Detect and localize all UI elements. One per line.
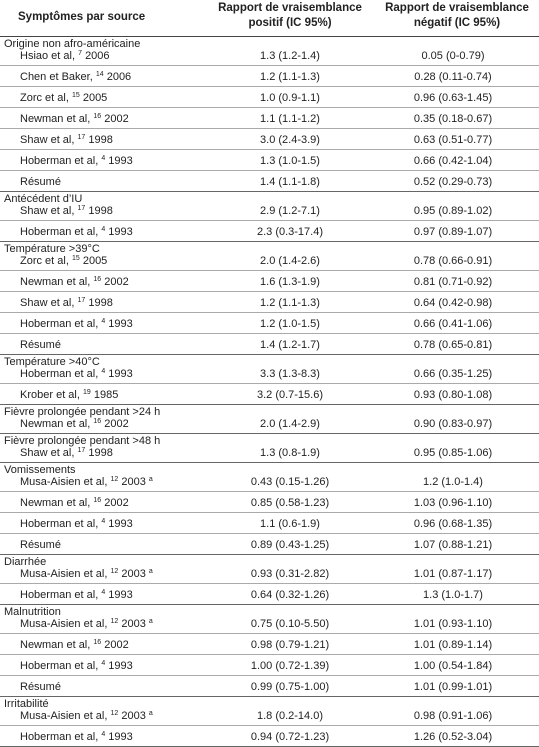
source-year: 2002 (104, 497, 129, 509)
source-year: 1998 (88, 134, 113, 146)
reference-number: 12 (110, 568, 119, 575)
source-cell (20, 476, 153, 488)
source-cell (20, 518, 133, 530)
section-title: Diarrhée (4, 556, 47, 568)
source-cell (20, 368, 133, 380)
source-year: 2006 (85, 50, 110, 62)
negative-lr-cell: 1.01 (0.87-1.17) (413, 568, 493, 580)
positive-lr-cell: 1.8 (0.2-14.0) (256, 710, 324, 722)
symptom-section (0, 355, 539, 405)
table-row (0, 447, 539, 462)
source-author: Musa-Aisien et al, (20, 568, 108, 580)
negative-lr-cell: 0.81 (0.71-0.92) (413, 276, 493, 288)
reference-number: 7 (78, 50, 82, 57)
source-author: Hoberman et al, (20, 368, 99, 380)
table-row (0, 108, 539, 129)
symptom-section (0, 242, 539, 355)
footnote-marker: a (148, 710, 153, 717)
negative-lr-cell: 1.3 (1.0-1.7) (423, 589, 483, 601)
positive-lr-cell: 1.3 (1.0-1.5) (260, 155, 320, 167)
source-cell (20, 155, 133, 167)
table-row (0, 368, 539, 384)
source-year: 1993 (108, 660, 133, 672)
symptom-section (0, 605, 539, 697)
table-row (0, 676, 539, 696)
negative-lr-cell: 0.90 (0.83-0.97) (413, 418, 493, 430)
positive-lr-cell: 0.75 (0.10-5.50) (250, 618, 330, 630)
negative-lr-cell: 1.2 (1.0-1.4) (423, 476, 483, 488)
negative-lr-cell: 0.64 (0.42-0.98) (413, 297, 493, 309)
negative-lr-cell: 0.95 (0.85-1.06) (413, 447, 493, 459)
reference-number: 19 (82, 389, 91, 396)
source-author: Hoberman et al, (20, 226, 99, 238)
reference-number: 12 (110, 710, 119, 717)
negative-lr-cell: 1.01 (0.89-1.14) (413, 639, 493, 651)
positive-lr-cell: 1.6 (1.3-1.9) (260, 276, 320, 288)
symptom-section (0, 434, 539, 463)
source-author: Shaw et al, (20, 205, 75, 217)
reference-number: 17 (77, 447, 86, 454)
negative-lr-cell: 1.07 (0.88-1.21) (413, 539, 493, 551)
reference-number: 4 (101, 318, 106, 325)
negative-lr-cell: 1.03 (0.96-1.10) (413, 497, 493, 509)
reference-number: 16 (93, 276, 102, 283)
positive-lr-cell: 1.0 (0.9-1.1) (260, 92, 320, 104)
negative-lr-cell: 1.01 (0.99-1.01) (413, 681, 493, 693)
positive-lr-cell: 0.43 (0.15-1.26) (250, 476, 330, 488)
source-cell (20, 297, 113, 309)
table-row (0, 50, 539, 66)
source-cell (20, 589, 133, 601)
reference-number: 16 (93, 113, 102, 120)
table-row (0, 534, 539, 554)
reference-number: 15 (71, 92, 80, 99)
source-author: Shaw et al, (20, 447, 75, 459)
source-author: Newman et al, (20, 113, 91, 125)
source-cell (20, 339, 61, 351)
column-header-negative-line1: Rapport de vraisemblance (385, 2, 529, 14)
source-year: 2003 (121, 618, 146, 630)
source-author: Résumé (20, 681, 61, 693)
positive-lr-cell: 0.85 (0.58-1.23) (250, 497, 330, 509)
source-year: 2003 (121, 568, 146, 580)
positive-lr-cell: 1.4 (1.1-1.8) (260, 176, 320, 188)
source-year: 2002 (104, 639, 129, 651)
source-cell (20, 71, 131, 83)
source-cell (20, 731, 133, 743)
source-year: 1993 (108, 731, 133, 743)
positive-lr-cell: 1.3 (0.8-1.9) (260, 447, 320, 459)
table-row (0, 271, 539, 292)
table-row (0, 129, 539, 150)
symptom-section (0, 37, 539, 192)
positive-lr-cell: 3.0 (2.4-3.9) (260, 134, 320, 146)
section-title: Fièvre prolongée pendant >48 h (4, 435, 161, 447)
negative-lr-cell: 0.63 (0.51-0.77) (413, 134, 493, 146)
table-row (0, 655, 539, 676)
source-author: Hoberman et al, (20, 660, 99, 672)
source-cell (20, 497, 129, 509)
table-row (0, 221, 539, 241)
table-row (0, 205, 539, 221)
reference-number: 4 (101, 660, 106, 667)
section-title: Température >39°C (4, 243, 100, 255)
source-year: 1998 (88, 205, 113, 217)
column-header-symptoms: Symptômes par source (18, 11, 146, 23)
table-row (0, 584, 539, 604)
positive-lr-cell: 0.94 (0.72-1.23) (250, 731, 330, 743)
column-header-negative-line2: négatif (IC 95%) (413, 17, 501, 29)
positive-lr-cell: 2.9 (1.2-7.1) (260, 205, 320, 217)
negative-lr-cell: 1.26 (0.52-3.04) (413, 731, 493, 743)
source-cell (20, 176, 61, 188)
column-header-positive-line1: Rapport de vraisemblance (218, 2, 362, 14)
source-author: Musa-Aisien et al, (20, 710, 108, 722)
source-cell (20, 276, 129, 288)
source-year: 2005 (82, 255, 108, 267)
source-author: Musa-Aisien et al, (20, 618, 108, 630)
table-header (0, 0, 539, 37)
source-year: 2002 (104, 276, 129, 288)
source-year: 2006 (106, 71, 132, 83)
source-author: Shaw et al, (20, 297, 75, 309)
negative-lr-cell: 0.98 (0.91-1.06) (413, 710, 493, 722)
table-row (0, 171, 539, 191)
negative-lr-cell: 0.05 (0-0.79) (421, 50, 485, 62)
negative-lr-cell: 0.28 (0.11-0.74) (414, 71, 492, 83)
table-row (0, 513, 539, 534)
positive-lr-cell: 1.00 (0.72-1.39) (250, 660, 330, 672)
symptom-section (0, 405, 539, 434)
reference-number: 14 (95, 71, 104, 78)
symptom-section (0, 697, 539, 747)
footnote-marker: a (148, 568, 153, 575)
source-author: Newman et al, (20, 276, 91, 288)
table-row (0, 476, 539, 492)
reference-number: 16 (93, 497, 102, 504)
reference-number: 17 (77, 205, 86, 212)
source-cell (20, 389, 118, 401)
source-author: Résumé (20, 176, 61, 188)
source-cell (20, 660, 133, 672)
positive-lr-cell: 0.99 (0.75-1.00) (250, 681, 330, 693)
source-author: Hoberman et al, (20, 155, 99, 167)
source-cell (20, 134, 113, 146)
positive-lr-cell: 2.0 (1.4-2.9) (260, 418, 320, 430)
source-author: Résumé (20, 539, 61, 551)
source-cell (20, 318, 133, 330)
reference-number: 17 (77, 134, 86, 141)
source-year: 1993 (108, 368, 133, 380)
negative-lr-cell: 0.96 (0.68-1.35) (413, 518, 493, 530)
reference-number: 4 (101, 518, 106, 525)
source-year: 1998 (88, 297, 113, 309)
source-year: 2003 (121, 710, 146, 722)
source-year: 1993 (108, 589, 133, 601)
positive-lr-cell: 2.3 (0.3-17.4) (256, 226, 324, 238)
reference-number: 4 (101, 589, 106, 596)
column-header-negative-lr (372, 1, 539, 31)
positive-lr-cell: 3.2 (0.7-15.6) (256, 389, 324, 401)
column-header-positive-line2: positif (IC 95%) (248, 17, 332, 29)
negative-lr-cell: 1.01 (0.93-1.10) (413, 618, 493, 630)
source-cell (20, 681, 61, 693)
table-row (0, 710, 539, 726)
source-author: Hsiao et al, (20, 50, 76, 62)
reference-number: 16 (93, 418, 102, 425)
table-row (0, 255, 539, 271)
table-row (0, 418, 539, 433)
reference-number: 4 (101, 368, 106, 375)
section-title: Fièvre prolongée pendant >24 h (4, 406, 161, 418)
reference-number: 17 (77, 297, 86, 304)
reference-number: 12 (110, 476, 119, 483)
table-row (0, 634, 539, 655)
source-year: 2005 (82, 92, 108, 104)
reference-number: 16 (93, 639, 102, 646)
positive-lr-cell: 1.2 (1.0-1.5) (260, 318, 320, 330)
source-author: Chen et Baker, (20, 71, 93, 83)
negative-lr-cell: 0.66 (0.42-1.04) (413, 155, 493, 167)
footnote-marker: a (148, 476, 153, 483)
source-author: Zorc et al, (20, 92, 69, 104)
source-author: Hoberman et al, (20, 518, 99, 530)
positive-lr-cell: 0.98 (0.79-1.21) (250, 639, 330, 651)
negative-lr-cell: 0.78 (0.66-0.91) (413, 255, 493, 267)
source-cell (20, 113, 129, 125)
source-year: 2003 (121, 476, 146, 488)
positive-lr-cell: 0.89 (0.43-1.25) (250, 539, 330, 551)
source-cell (20, 568, 153, 580)
negative-lr-cell: 1.00 (0.54-1.84) (413, 660, 493, 672)
source-author: Krober et al, (20, 389, 80, 401)
negative-lr-cell: 0.97 (0.89-1.07) (413, 226, 493, 238)
positive-lr-cell: 1.2 (1.1-1.3) (260, 71, 320, 83)
table-row (0, 87, 539, 108)
negative-lr-cell: 0.78 (0.65-0.81) (413, 339, 493, 351)
table-row (0, 568, 539, 584)
positive-lr-cell: 0.93 (0.31-2.82) (250, 568, 330, 580)
negative-lr-cell: 0.93 (0.80-1.08) (413, 389, 493, 401)
source-author: Hoberman et al, (20, 318, 99, 330)
section-title: Vomissements (4, 464, 76, 476)
table-body (0, 37, 539, 747)
table-row (0, 618, 539, 634)
symptom-section (0, 192, 539, 242)
negative-lr-cell: 0.35 (0.18-0.67) (413, 113, 493, 125)
table-row (0, 334, 539, 354)
positive-lr-cell: 1.2 (1.1-1.3) (260, 297, 320, 309)
positive-lr-cell: 2.0 (1.4-2.6) (260, 255, 320, 267)
positive-lr-cell: 1.1 (1.1-1.2) (260, 113, 320, 125)
table-row (0, 384, 539, 404)
source-year: 1993 (108, 518, 133, 530)
negative-lr-cell: 0.96 (0.63-1.45) (413, 92, 493, 104)
source-author: Newman et al, (20, 497, 91, 509)
source-cell (20, 618, 153, 630)
positive-lr-cell: 3.3 (1.3-8.3) (260, 368, 320, 380)
symptom-section (0, 555, 539, 605)
source-cell (20, 710, 153, 722)
source-year: 1998 (88, 447, 113, 459)
column-header-positive-lr (205, 1, 375, 31)
source-author: Shaw et al, (20, 134, 75, 146)
section-title: Malnutrition (4, 606, 61, 618)
positive-lr-cell: 0.64 (0.32-1.26) (250, 589, 330, 601)
source-cell (20, 226, 133, 238)
table-row (0, 313, 539, 334)
symptom-section (0, 463, 539, 555)
reference-number: 12 (110, 618, 119, 625)
source-year: 2002 (104, 418, 129, 430)
source-author: Résumé (20, 339, 61, 351)
table-row (0, 726, 539, 746)
source-cell (20, 447, 113, 459)
section-title: Irritabilité (4, 698, 49, 710)
table-row (0, 150, 539, 171)
section-title: Antécédent d’IU (4, 193, 83, 205)
positive-lr-cell: 1.4 (1.2-1.7) (260, 339, 320, 351)
source-author: Musa-Aisien et al, (20, 476, 108, 488)
reference-number: 15 (71, 255, 80, 262)
source-year: 2002 (104, 113, 129, 125)
source-author: Newman et al, (20, 639, 91, 651)
positive-lr-cell: 1.3 (1.2-1.4) (260, 50, 320, 62)
source-cell (20, 50, 110, 62)
source-author: Zorc et al, (20, 255, 69, 267)
source-author: Newman et al, (20, 418, 91, 430)
source-year: 1993 (108, 318, 133, 330)
reference-number: 4 (101, 731, 106, 738)
table-row (0, 292, 539, 313)
source-year: 1993 (108, 226, 133, 238)
source-cell (20, 255, 107, 267)
negative-lr-cell: 0.66 (0.41-1.06) (413, 318, 493, 330)
reference-number: 4 (101, 226, 106, 233)
footnote-marker: a (148, 618, 153, 625)
source-author: Hoberman et al, (20, 731, 99, 743)
section-title: Origine non afro-américaine (4, 38, 141, 50)
source-cell (20, 205, 113, 217)
source-year: 1985 (93, 389, 119, 401)
negative-lr-cell: 0.66 (0.35-1.25) (413, 368, 493, 380)
table-row (0, 492, 539, 513)
negative-lr-cell: 0.52 (0.29-0.73) (413, 176, 493, 188)
source-cell (20, 539, 61, 551)
section-title: Température >40°C (4, 356, 100, 368)
table-row (0, 66, 539, 87)
source-cell (20, 639, 129, 651)
source-author: Hoberman et al, (20, 589, 99, 601)
positive-lr-cell: 1.1 (0.6-1.9) (260, 518, 320, 530)
source-cell (20, 418, 129, 430)
negative-lr-cell: 0.95 (0.89-1.02) (413, 205, 493, 217)
source-year: 1993 (108, 155, 133, 167)
reference-number: 4 (101, 155, 106, 162)
source-cell (20, 92, 107, 104)
